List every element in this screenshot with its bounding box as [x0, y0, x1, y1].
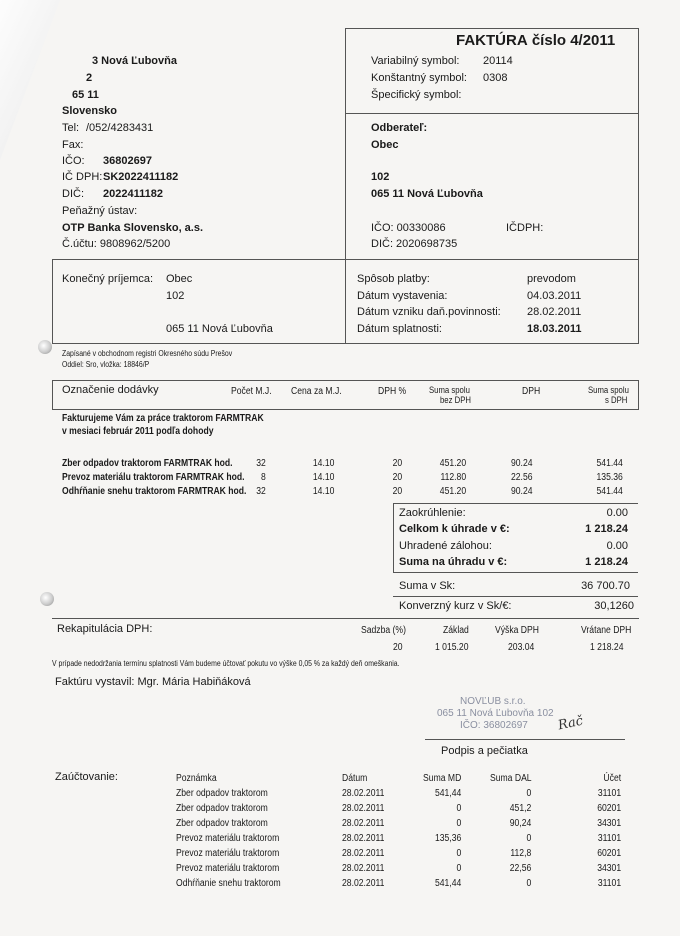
col-gross-header-1: Suma spolu — [588, 385, 629, 395]
item-vat: 20 — [392, 458, 403, 469]
sk-amount-value: 36 700.70 — [581, 580, 630, 592]
constant-symbol-value: 0308 — [483, 72, 508, 84]
supplier-tel-value: /052/4283431 — [86, 122, 154, 134]
border — [393, 503, 394, 573]
signature-line — [425, 739, 625, 740]
payment-method-label: Spôsob platby: — [357, 273, 430, 285]
item-price: 14.10 — [312, 458, 335, 469]
rate-value: 30,1260 — [594, 600, 634, 612]
supplier-dic-value: 2022411182 — [103, 188, 163, 200]
border — [52, 343, 639, 344]
item-desc: Prevoz materiálu traktorom FARMTRAK hod. — [62, 472, 245, 483]
acct-md: 0 — [456, 863, 462, 874]
border — [638, 28, 639, 343]
issued-by: Faktúru vystavil: Mgr. Mária Habiňáková — [55, 676, 251, 688]
border — [393, 572, 638, 573]
specific-symbol-label: Špecifický symbol: — [371, 89, 462, 101]
recap-rate: 20 — [393, 642, 403, 653]
recap-vat: 203.04 — [508, 642, 535, 653]
acct-date: 28.02.2011 — [342, 848, 385, 859]
recap-label: Rekapitulácia DPH: — [57, 623, 153, 635]
acct-account: 60201 — [597, 848, 622, 859]
item-gross: 135.36 — [596, 472, 623, 483]
recipient-street: 102 — [166, 290, 185, 302]
variable-symbol-label: Variabilný symbol: — [371, 55, 460, 67]
acct-date: 28.02.2011 — [342, 803, 385, 814]
sk-amount-label: Suma v Sk: — [399, 580, 456, 592]
border — [52, 409, 639, 410]
acct-note-header: Poznámka — [176, 773, 217, 784]
col-net-header-1: Suma spolu — [429, 385, 470, 395]
punch-hole — [40, 592, 54, 606]
acct-note: Prevoz materiálu traktorom — [176, 833, 280, 844]
item-net: 451.20 — [439, 486, 467, 497]
supplier-tel-label: Tel: — [62, 122, 80, 134]
acct-date: 28.02.2011 — [342, 833, 385, 844]
handwritten-signature: Rač — [556, 713, 585, 734]
col-desc-header: Označenie dodávky — [62, 384, 159, 396]
stamp-line-1: NOVĽUB s.r.o. — [460, 696, 526, 707]
supplier-fax-label: Fax: — [62, 139, 84, 151]
item-qty: 8 — [261, 472, 266, 483]
border — [345, 28, 346, 343]
border — [638, 380, 639, 410]
supplier-country: Slovensko — [62, 105, 118, 117]
col-vat-header: DPH % — [378, 386, 407, 397]
supplier-icdph-value: SK2022411182 — [103, 171, 179, 183]
acct-dal: 451,2 — [509, 803, 532, 814]
customer-street: 102 — [371, 171, 390, 183]
acct-dal: 0 — [526, 878, 532, 889]
acct-date-header: Dátum — [342, 773, 368, 784]
intro-line-1: Fakturujeme Vám za práce traktorom FARMTRAK — [62, 413, 264, 424]
acct-account: 60201 — [597, 803, 622, 814]
acct-account: 34301 — [597, 818, 622, 829]
supplier-ico-label: IČO: — [62, 155, 85, 167]
registry-line-2: Oddiel: Sro, vložka: 18846/P — [62, 360, 150, 369]
acct-account: 31101 — [597, 788, 622, 799]
acct-md: 135,36 — [434, 833, 462, 844]
acct-note: Odhŕňanie snehu traktorom — [176, 878, 281, 889]
total-label: Celkom k úhrade v €: — [399, 523, 510, 535]
item-vat: 20 — [392, 486, 403, 497]
punch-hole — [38, 340, 52, 354]
acct-md-header: Suma MD — [423, 773, 462, 784]
border — [52, 380, 53, 410]
acct-md: 0 — [456, 848, 462, 859]
supplier-name: 3 Nová Ľubovňa — [92, 55, 177, 67]
border — [52, 380, 639, 381]
item-vat: 20 — [392, 472, 403, 483]
item-qty: 32 — [256, 486, 266, 497]
due-date-label: Dátum splatnosti: — [357, 323, 442, 335]
item-net: 112.80 — [440, 472, 467, 483]
accounting-label: Zaúčtovanie: — [55, 771, 118, 783]
supplier-bank-name: OTP Banka Slovensko, a.s. — [62, 222, 204, 234]
folded-corner — [0, 0, 60, 160]
invoice-number: číslo 4/2011 — [531, 32, 616, 49]
col-dph-header: DPH — [522, 386, 541, 397]
acct-date: 28.02.2011 — [342, 818, 385, 829]
supplier-icdph-label: IČ DPH: — [62, 171, 103, 183]
rounding-value: 0.00 — [606, 507, 628, 519]
item-dph: 90.24 — [510, 458, 533, 469]
col-gross-header-2: s DPH — [605, 395, 628, 405]
stamp-line-3: IČO: 36802697 — [460, 720, 528, 731]
recap-base-header: Základ — [443, 625, 469, 636]
tax-date-label: Dátum vzniku daň.povinnosti: — [357, 306, 501, 318]
item-dph: 90.24 — [510, 486, 533, 497]
item-dph: 22.56 — [510, 472, 533, 483]
border — [393, 596, 638, 597]
recap-base: 1 015.20 — [435, 642, 469, 653]
acct-note: Prevoz materiálu traktorom — [176, 863, 280, 874]
supplier-zip: 65 11 — [72, 89, 99, 101]
acct-account: 31101 — [597, 878, 622, 889]
acct-md: 541,44 — [434, 878, 462, 889]
customer-dic: DIČ: 2020698735 — [371, 238, 458, 250]
variable-symbol-value: 20114 — [483, 55, 513, 67]
total-value: 1 218.24 — [585, 523, 628, 535]
acct-md: 541,44 — [434, 788, 462, 799]
recipient-label: Konečný príjemca: — [62, 273, 154, 285]
acct-date: 28.02.2011 — [342, 878, 385, 889]
issue-date-label: Dátum vystavenia: — [357, 290, 448, 302]
border — [345, 28, 638, 29]
recipient-name: Obec — [166, 273, 193, 285]
border — [393, 503, 638, 504]
acct-dal: 0 — [526, 833, 532, 844]
acct-md: 0 — [456, 803, 462, 814]
item-gross: 541.44 — [596, 486, 623, 497]
amount-due-value: 1 218.24 — [585, 556, 628, 568]
acct-date: 28.02.2011 — [342, 788, 385, 799]
acct-dal: 22,56 — [509, 863, 532, 874]
item-price: 14.10 — [312, 486, 335, 497]
rate-label: Konverzný kurz v Sk/€: — [399, 600, 512, 612]
col-net-header-2: bez DPH — [440, 395, 471, 405]
acct-dal-header: Suma DAL — [490, 773, 532, 784]
border — [52, 259, 638, 260]
acct-md: 0 — [456, 818, 462, 829]
item-qty: 32 — [256, 458, 266, 469]
recap-incl-header: Vrátane DPH — [581, 625, 632, 636]
recap-rate-header: Sadzba (%) — [361, 625, 406, 636]
border — [345, 113, 638, 114]
intro-line-2: v mesiaci február 2011 podľa dohody — [62, 426, 214, 437]
acct-account: 34301 — [597, 863, 622, 874]
acct-dal: 0 — [526, 788, 532, 799]
acct-dal: 112,8 — [510, 848, 532, 859]
customer-city: 065 11 Nová Ľubovňa — [371, 188, 483, 200]
acct-account-header: Účet — [603, 773, 622, 784]
invoice-title-word: FAKTÚRA — [456, 32, 528, 49]
signature-label: Podpis a pečiatka — [441, 745, 528, 757]
rounding-label: Zaokrúhlenie: — [399, 507, 466, 519]
supplier-street: 2 — [86, 72, 93, 84]
supplier-dic-label: DIČ: — [62, 188, 84, 200]
customer-ico: IČO: 00330086 — [371, 222, 446, 234]
acct-account: 31101 — [597, 833, 622, 844]
issue-date-value: 04.03.2011 — [527, 290, 582, 302]
item-desc: Odhŕňanie snehu traktorom FARMTRAK hod. — [62, 486, 247, 497]
border — [52, 618, 639, 619]
item-desc: Zber odpadov traktorom FARMTRAK hod. — [62, 458, 233, 469]
item-price: 14.10 — [312, 472, 335, 483]
advance-label: Uhradené zálohou: — [399, 540, 492, 552]
recap-vat-header: Výška DPH — [495, 625, 539, 636]
item-net: 451.20 — [439, 458, 467, 469]
invoice-title — [456, 32, 615, 49]
border — [52, 259, 53, 343]
supplier-account: Č.účtu: 9808962/5200 — [62, 238, 171, 250]
col-qty-header: Počet M.J. — [231, 386, 272, 397]
customer-icdph: IČDPH: — [506, 222, 544, 234]
item-gross: 541.44 — [596, 458, 623, 469]
recap-incl: 1 218.24 — [590, 642, 624, 653]
acct-note: Prevoz materiálu traktorom — [176, 848, 280, 859]
acct-note: Zber odpadov traktorom — [176, 788, 268, 799]
acct-note: Zber odpadov traktorom — [176, 803, 268, 814]
acct-date: 28.02.2011 — [342, 863, 385, 874]
payment-method-value: prevodom — [527, 273, 576, 285]
registry-line-1: Zapísané v obchodnom registri Okresného súdu Prešov — [62, 349, 233, 358]
late-payment-note: V prípade nedodržania termínu splatnosti Vám budeme účtovať pokutu vo výške 0,05 % za každý deň omeškania. — [52, 659, 400, 668]
col-price-header: Cena za M.J. — [291, 386, 342, 397]
recipient-city: 065 11 Nová Ľubovňa — [166, 323, 273, 335]
advance-value: 0.00 — [606, 540, 628, 552]
amount-due-label: Suma na úhradu v €: — [399, 556, 508, 568]
stamp-line-2: 065 11 Nová Ľubovňa 102 — [437, 708, 554, 719]
acct-note: Zber odpadov traktorom — [176, 818, 268, 829]
tax-date-value: 28.02.2011 — [527, 306, 582, 318]
due-date-value: 18.03.2011 — [527, 323, 582, 335]
customer-label: Odberateľ: — [371, 122, 428, 134]
constant-symbol-label: Konštantný symbol: — [371, 72, 467, 84]
supplier-bank-label: Peňažný ústav: — [62, 205, 138, 217]
acct-dal: 90,24 — [509, 818, 532, 829]
customer-name: Obec — [371, 139, 399, 151]
supplier-ico-value: 36802697 — [103, 155, 152, 167]
